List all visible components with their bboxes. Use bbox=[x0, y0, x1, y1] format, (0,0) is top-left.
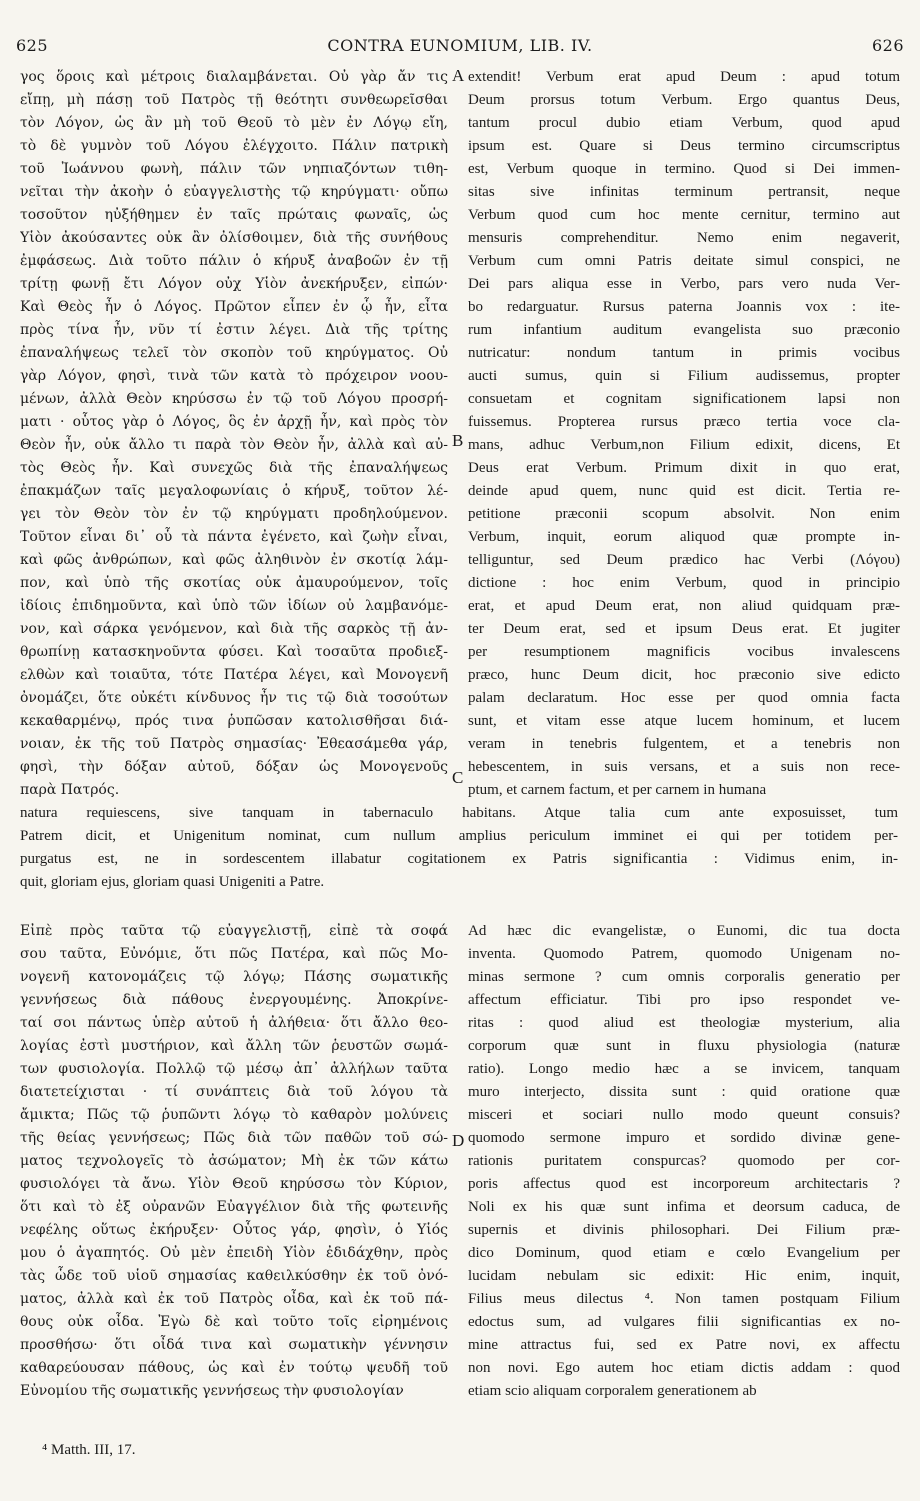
text-line: σου ταῦτα, Εὐνόμιε, ὅτι πῶς Πατέρα, καὶ πῶς Μο- bbox=[20, 946, 448, 962]
text-line: ὀνομάζει, ὅτε οὐκέτι κίνδυνος ἦν τις τῷ διὰ τοσούτων bbox=[20, 690, 448, 706]
text-line: hebescentem, in suis versans, et a suis non rece- bbox=[468, 759, 900, 775]
text-line: poris affectus quod est incorporeum architectaris ? bbox=[468, 1176, 900, 1192]
text-line: θρωπίνῃ κατασκηνοῦντα φύσει. Καὶ τοσαῦτα προδιεξ- bbox=[20, 644, 448, 660]
text-line: petitione præconii scopum absolvit. Non enim bbox=[468, 506, 900, 522]
text-line: ἐμφάσεως. Διὰ τοῦτο πάλιν ὁ κήρυξ ἀναβοῶν ἐν τῇ bbox=[20, 253, 448, 269]
text-line: προσθήσω· ὅτι οἶδά τινα καὶ σωματικὴν γέννησιν bbox=[20, 1337, 448, 1353]
text-line: πρὸς τίνα ἦν, νῦν τί ἐστιν λέγει. Διὰ τῆς τρίτης bbox=[20, 322, 448, 338]
text-line: consuetam et cognitam significationem lapsi non bbox=[468, 391, 900, 407]
text-line: εἴπῃ, μὴ πάσῃ τοῦ Πατρὸς τῇ θεότητι συνθεωρεῖσθαι bbox=[20, 92, 448, 108]
text-line: sitas sive infinitas terminum pertransit, neque bbox=[468, 184, 900, 200]
text-line: τὰς ὧδε τοῦ υἱοῦ σημασίας καθειλκύσθην ἐκ τοῦ ὀνό- bbox=[20, 1268, 448, 1284]
text-line: κεκαθαρμένῳ, πρός τινα ῥυπῶσαν κατολισθῆσαι διά- bbox=[20, 713, 448, 729]
text-line: mensuris comprehenditur. Nemo enim negaverit, bbox=[468, 230, 900, 246]
text-line: μένων, ἀλλὰ Θεὸν κηρύσσω ἐν τῷ τοῦ Λόγου προσρή- bbox=[20, 391, 448, 407]
text-line: ματος, ἀλλὰ καὶ ἐκ τοῦ Πατρὸς οἶδα, καὶ ἐκ τοῦ πά- bbox=[20, 1291, 448, 1307]
text-line: ταί σοι πάντως ὑπὲρ αὐτοῦ ἡ ἀλήθεια· ὅτι ἄλλο θεο- bbox=[20, 1015, 448, 1031]
text-line: palam declaratum. Hoc esse per quod omnia facta bbox=[468, 690, 900, 706]
text-line: ἰδίοις ἐπιδημοῦντα, καὶ ὑπὸ τῶν ἰδίων οὐ λαμβανόμε- bbox=[20, 598, 448, 614]
text-line: Dei pars aliqua esse in Verbo, pars vero nuda Ver- bbox=[468, 276, 900, 292]
text-line: corporum quæ sunt in fluxu physiologia (naturæ bbox=[468, 1038, 900, 1054]
text-line: dictione : hoc enim Verbum, quod in principio bbox=[468, 575, 900, 591]
text-line: mans, adhuc Verbum,non Filium edixit, dicens, Et bbox=[468, 437, 900, 453]
text-line: τοσοῦτον ηὐξήθημεν ἐν ταῖς πρώταις φωναῖς, ὡς bbox=[20, 207, 448, 223]
page-number-left: 625 bbox=[16, 36, 49, 55]
text-line: fuissemus. Propterea rursus præco tertia voce cla- bbox=[468, 414, 900, 430]
text-line: Τοῦτον εἶναι δι᾽ οὗ τὰ πάντα ἐγένετο, καὶ ζωὴν εἶναι, bbox=[20, 529, 448, 545]
running-title: CONTRA EUNOMIUM, LIB. IV. bbox=[327, 36, 593, 55]
text-line: γεννήσεως διὰ πάθους ἐνεργουμένης. Ἀποκρίνε- bbox=[20, 992, 448, 1008]
text-line: ratio). Longo medio hæc a se invicem, tanquam bbox=[468, 1061, 900, 1077]
section-marker-a: A bbox=[452, 66, 465, 85]
text-line: διατετείχισται · τί συνάπτεις διὰ τοῦ λόγου τὰ bbox=[20, 1084, 448, 1100]
text-line: telliguntur, sed Deum prædico hac Verbi (Λόγου) bbox=[468, 552, 900, 568]
text-line: νεφέλης οὕτως ἐκήρυξεν· Οὗτος γάρ, φησὶν, ὁ Υἱός bbox=[20, 1222, 448, 1238]
latin-column-bottom bbox=[468, 920, 900, 1403]
text-line: μου ὁ ἀγαπητός. Οὐ μὲν ἐπειδὴ Υἱὸν ἐδιδάχθην, πρὸς bbox=[20, 1245, 448, 1261]
text-line: τὸ δὲ γυμνὸν τοῦ Λόγου ἐλέγχοιτο. Πάλιν πατρικὴ bbox=[20, 138, 448, 154]
text-line: mine attractus fui, sed ex Patre novi, ex affectu bbox=[468, 1337, 900, 1353]
text-line: quomodo sermone impuro et sordido divinæ gene- bbox=[468, 1130, 900, 1146]
text-line: edoctus sum, ad vulgares filii significantias ex no- bbox=[468, 1314, 900, 1330]
text-line: Verbum, inquit, eorum aliquod quæ prompte in- bbox=[468, 529, 900, 545]
text-line: inventa. Quomodo Patrem, quomodo Unigenam no- bbox=[468, 946, 900, 962]
section-marker-b: B bbox=[452, 431, 464, 450]
text-line: ritas : quod aliud est theologiæ mysterium, alia bbox=[468, 1015, 900, 1031]
text-line: erat, et apud Deum erat, non aliud quidquam præ- bbox=[468, 598, 900, 614]
text-line: θους οὐκ οἶδα. Ἐγὼ δὲ καὶ τοῦτο τοῖς εἰρημένοις bbox=[20, 1314, 448, 1330]
text-line: purgatus est, ne in sordescentem illabatur cogitationem ex Patris significantia : Vidimus enim, in- bbox=[20, 851, 898, 867]
text-line: non novi. Ego autem hoc etiam dictis addam : quod bbox=[468, 1360, 900, 1376]
text-line: ἐπαναλήψεως τελεῖ τὸν σκοπὸν τοῦ κηρύγματος. Οὐ bbox=[20, 345, 448, 361]
text-line: etiam scio aliquam corporalem generationem ab bbox=[468, 1383, 757, 1399]
text-line: νον, καὶ σάρκα γενόμενον, καὶ διὰ τῆς σαρκὸς τῇ ἀν- bbox=[20, 621, 448, 637]
text-line: muro interjecto, dissita sunt : quid oratione quæ bbox=[468, 1084, 900, 1100]
text-line: ματι · οὗτος γὰρ ὁ Λόγος, ὃς ἐν ἀρχῇ ἦν, καὶ πρὸς τὸν bbox=[20, 414, 448, 430]
text-line: καὶ φῶς ἀνθρώπων, καὶ φῶς ἀληθινὸν ἐν σκοτίᾳ λάμ- bbox=[20, 552, 448, 568]
text-line: Filius meus dilectus ⁴. Non tamen postquam Filium bbox=[468, 1291, 900, 1307]
text-line: Εἰπὲ πρὸς ταῦτα τῷ εὐαγγελιστῇ, εἰπὲ τὰ σοφά bbox=[20, 923, 448, 939]
section-marker-d: D bbox=[452, 1131, 465, 1150]
latin-full-width-paragraph bbox=[20, 802, 898, 894]
text-line: Verbum cum omni Patris deitate simul conspici, ne bbox=[468, 253, 900, 269]
text-line: veram in tenebris fulgentem, et a tenebris non bbox=[468, 736, 900, 752]
text-line: ματος τεχνολογεῖς τὸ ἀσώματον; Μὴ ἐκ τῶν κάτω bbox=[20, 1153, 448, 1169]
text-line: φησὶ, τὴν δόξαν αὐτοῦ, δόξαν ὡς Μονογενοῦς bbox=[20, 759, 448, 775]
text-line: Υἱὸν ἀκούσαντες οὐκ ἂν ὀλίσθοιμεν, διὰ τῆς συνήθους bbox=[20, 230, 448, 246]
text-line: τοῦ Ἰωάννου φωνὴ, πάλιν τῶν νηπιαζόντων τιθη- bbox=[20, 161, 448, 177]
text-line: λογίας ἐστὶ μυστήριον, καὶ ἄλλη τῶν ῥευστῶν σωμά- bbox=[20, 1038, 448, 1054]
text-line: ter Deum erat, sed et ipsum Deus erat. Et jugiter bbox=[468, 621, 900, 637]
text-line: Noli ex his quæ sunt infima et deorsum caduca, de bbox=[468, 1199, 900, 1215]
text-line: πον, καὶ ὑπὸ τῆς σκοτίας οὐκ ἀμαυρούμενον, τοῖς bbox=[20, 575, 448, 591]
text-line: extendit! Verbum erat apud Deum : apud totum bbox=[468, 69, 900, 85]
text-line: παρὰ Πατρός. bbox=[20, 782, 120, 798]
text-line: præco, hunc Deum dicit, hoc præconio sive edicto bbox=[468, 667, 900, 683]
text-line: φυσιολόγει τὰ ἄνω. Υἱὸν Θεοῦ κηρύσσω τὸν Κύριον, bbox=[20, 1176, 448, 1192]
text-line: Εὐνομίου τῆς σωματικῆς γεννήσεως τὴν φυσιολογίαν bbox=[20, 1383, 404, 1399]
text-line: Verbum quod cum hoc mente cernitur, termino aut bbox=[468, 207, 900, 223]
greek-column-top bbox=[20, 66, 448, 802]
text-line: τὸν Λόγον, ὡς ἂν μὴ τοῦ Θεοῦ τὸ μὲν ἐν Λόγῳ εἴη, bbox=[20, 115, 448, 131]
text-line: γει τὸν Θεὸν τὸν ἐν τῷ κηρύγματι προδηλούμενον. bbox=[20, 506, 448, 522]
latin-column-top bbox=[468, 66, 900, 802]
text-line: ipsum est. Quare si Deus termino circumscriptus bbox=[468, 138, 900, 154]
text-line: ptum, et carnem factum, et per carnem in humana bbox=[468, 782, 767, 798]
text-line: Θεὸν ἦν, οὐκ ἄλλο τι παρὰ τὸν Θεὸν ἦν, ἀλλὰ καὶ αὐ- bbox=[20, 437, 448, 453]
text-line: ἐπακμάζων ταῖς μεγαλοφωνίαις ὁ κήρυξ, τοῦτον λέ- bbox=[20, 483, 448, 499]
text-line: quit, gloriam ejus, gloriam quasi Unigeniti a Patre. bbox=[20, 874, 325, 890]
text-line: καθαρεύουσαν πάθους, ὡς καὶ ἐν τούτῳ ψευδῆ τοῦ bbox=[20, 1360, 448, 1376]
text-line: tantum procul dubio etiam Verbum, quod apud bbox=[468, 115, 900, 131]
text-line: των φυσιολογία. Πολλῷ τῷ μέσῳ ἀπ᾽ ἀλλήλων ταῦτα bbox=[20, 1061, 448, 1077]
text-line: dico Dominum, quod etiam e cœlo Evangelium per bbox=[468, 1245, 900, 1261]
text-line: ὅτι καὶ τὸ ἐξ οὐρανῶν Εὐαγγέλιον διὰ τῆς φωτεινῆς bbox=[20, 1199, 448, 1215]
text-line: γὰρ Λόγον, φησὶ, τινὰ τῶν κατὰ τὸ πρόχειρον νοου- bbox=[20, 368, 448, 384]
text-line: lucidam nebulam sic edixit: Hic enim, inquit, bbox=[468, 1268, 900, 1284]
text-line: Καὶ Θεὸς ἦν ὁ Λόγος. Πρῶτον εἶπεν ἐν ᾧ ἦν, εἶτα bbox=[20, 299, 448, 315]
text-line: τὸς Θεὸς ἦν. Καὶ συνεχῶς διὰ τῆς ἐπαναλήψεως bbox=[20, 460, 448, 476]
text-line: ἄμικτα; Πῶς τῷ ῥυπῶντι λόγῳ τὸ καθαρὸν μολύνεις bbox=[20, 1107, 448, 1123]
text-line: est, Verbum quoque in termino. Quod si Dei immen- bbox=[468, 161, 900, 177]
text-line: affectum efficiatur. Tibi pro ipso respondet ve- bbox=[468, 992, 900, 1008]
text-line: Patrem dicit, et Unigenitum nominat, cum nullum amplius periculum imminet ei qui per totidem per- bbox=[20, 828, 898, 844]
text-line: ελθὼν καὶ τοιαῦτα, τότε Πατέρα λέγει, καὶ Μονογενῆ bbox=[20, 667, 448, 683]
section-marker-c: C bbox=[452, 768, 464, 787]
text-line: Deus erat Verbum. Primum dixit in quo erat, bbox=[468, 460, 900, 476]
text-line: τῆς θείας γεννήσεως; Πῶς διὰ τῶν παθῶν τοῦ σώ- bbox=[20, 1130, 448, 1146]
text-line: νεῖται τὴν ἀκοὴν ὁ εὐαγγελιστὴς τῷ κηρύγματι· οὔπω bbox=[20, 184, 448, 200]
text-line: supernis et divinis philosophari. Dei Filium præ- bbox=[468, 1222, 900, 1238]
greek-column-bottom bbox=[20, 920, 448, 1403]
text-line: per resumptionem magnificis vocibus invalescens bbox=[468, 644, 900, 660]
text-line: minas sermone ? cum omnis corporalis generatio per bbox=[468, 969, 900, 985]
text-line: νοιαν, ἐκ τῆς τοῦ Πατρὸς σημασίας· Ἐθεασάμεθα γάρ, bbox=[20, 736, 448, 752]
text-line: misceri et sociari nullo modo queunt consuis? bbox=[468, 1107, 900, 1123]
text-line: bo redarguatur. Rursus paterna Joannis vox : ite- bbox=[468, 299, 900, 315]
text-line: rationis puritatem conspurcas? quomodo per cor- bbox=[468, 1153, 900, 1169]
footnote: ⁴ Matth. III, 17. bbox=[42, 1442, 136, 1458]
text-line: Deum prorsus totum Verbum. Ergo quantus Deus, bbox=[468, 92, 900, 108]
page-number-right: 626 bbox=[871, 36, 904, 55]
text-line: nutricatur: nondum tantum in primis vocibus bbox=[468, 345, 900, 361]
text-line: τρίτῃ φωνῇ ἔτι Λόγον οὐχ Υἱὸν ἀνεκήρυξεν, εἰπών· bbox=[20, 276, 448, 292]
text-line: rum infantium auditum evangelista suo præconio bbox=[468, 322, 900, 338]
text-line: γος ὅροις καὶ μέτροις διαλαμβάνεται. Οὐ γὰρ ἄν τις bbox=[20, 69, 448, 85]
page-header bbox=[16, 36, 904, 60]
text-line: sunt, et vitam esse atque lucem hominum, et lucem bbox=[468, 713, 900, 729]
text-line: natura requiescens, sive tanquam in tabernaculo habitans. Atque talia cum ante exposuisset, tum bbox=[20, 805, 898, 821]
text-line: aucti sumus, quin si Filium audissemus, propter bbox=[468, 368, 900, 384]
text-line: νογενῆ κατονομάζεις τῷ λόγῳ; Πάσης σωματικῆς bbox=[20, 969, 448, 985]
text-line: deinde apud quem, nunc quid est dicit. Tertia re- bbox=[468, 483, 900, 499]
text-line: Ad hæc dic evangelistæ, o Eunomi, dic tua docta bbox=[468, 923, 900, 939]
